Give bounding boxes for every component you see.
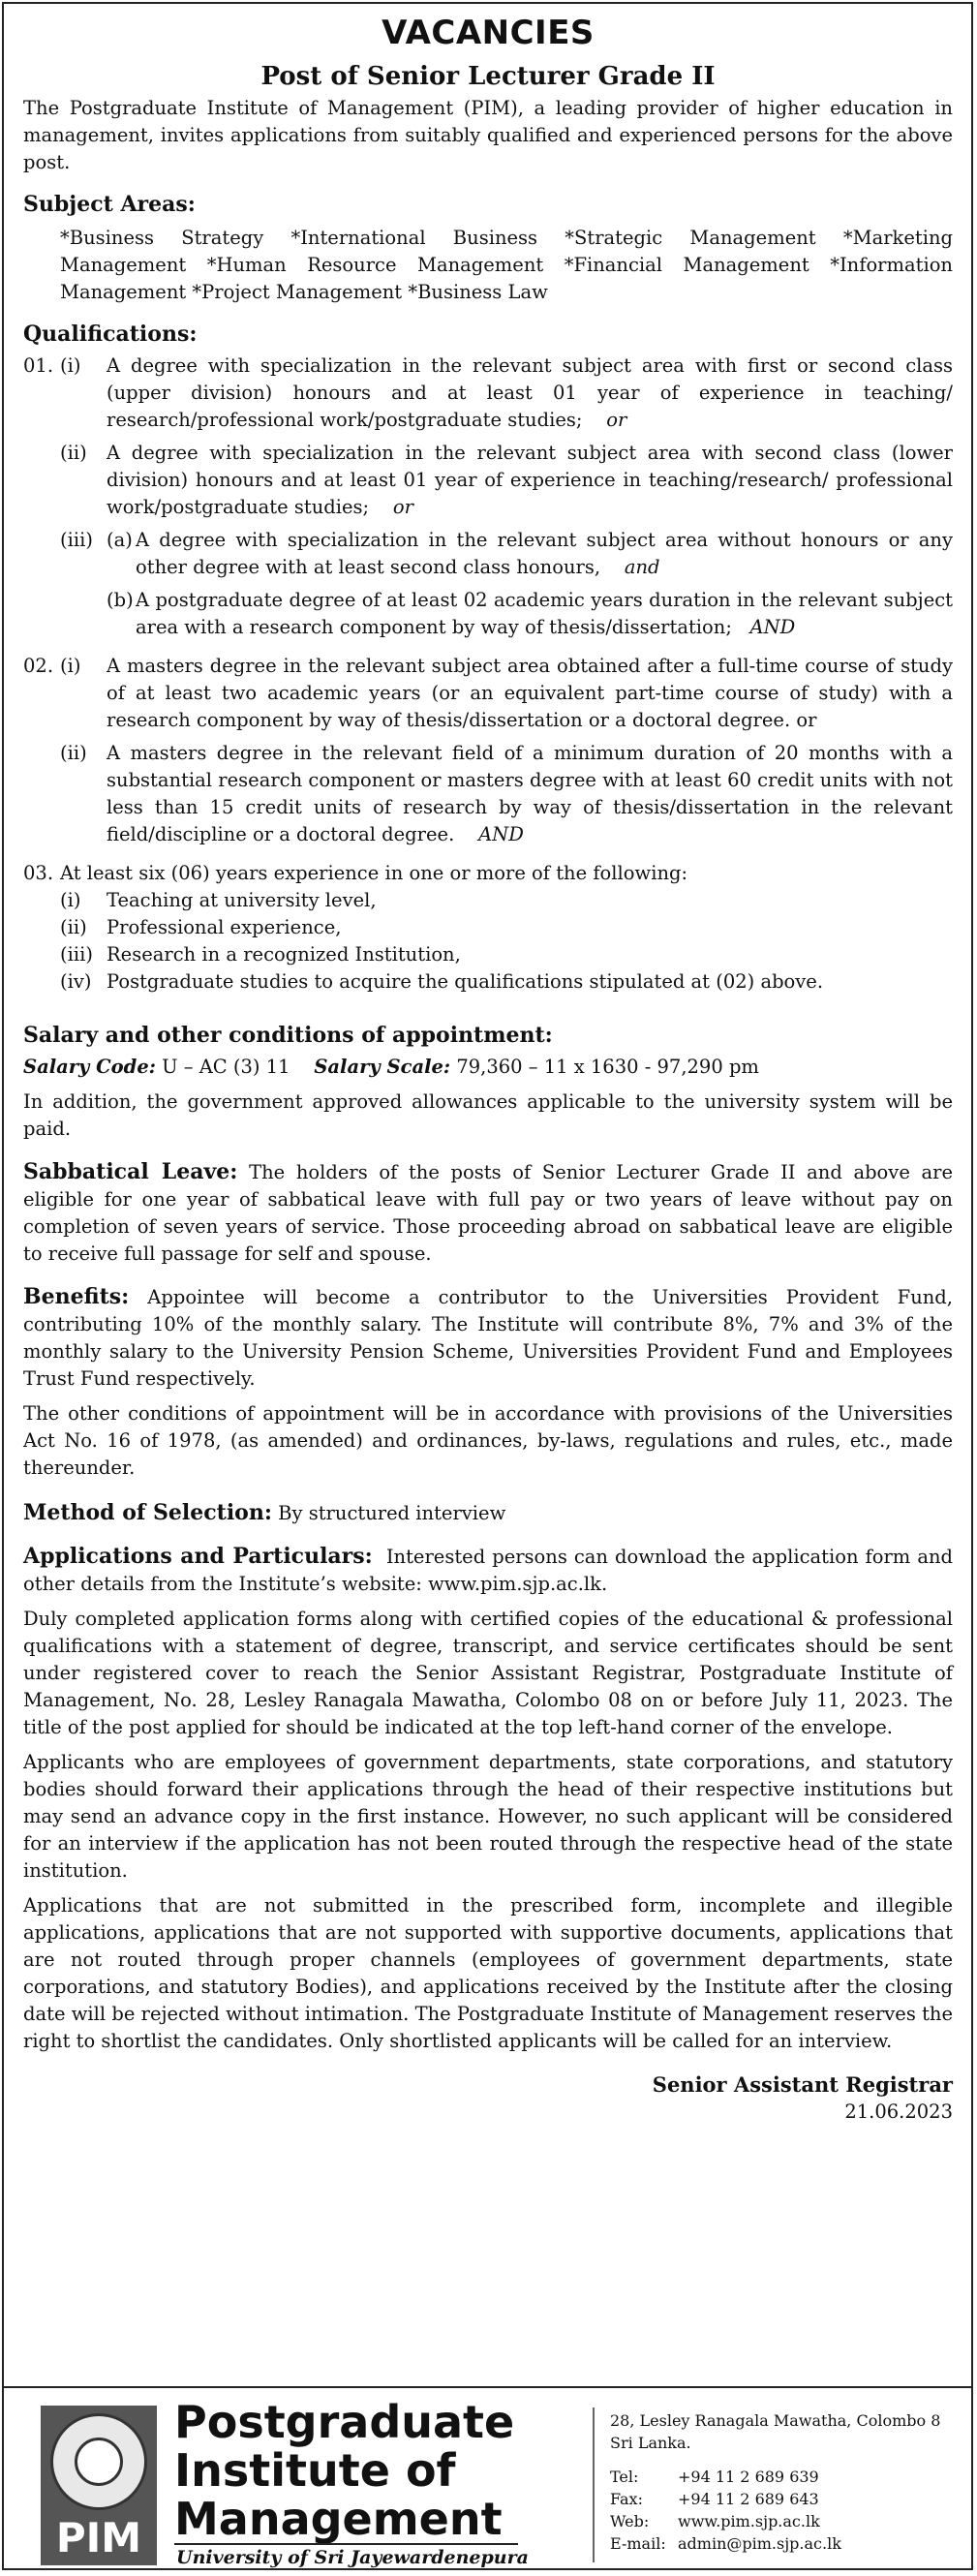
q1-iii-b-label: (b) — [107, 589, 134, 611]
email-link[interactable]: admin@pim.sjp.ac.lk — [678, 2534, 841, 2553]
sabbatical-lead: Sabbatical Leave: — [23, 1159, 238, 1184]
q1-iii-b-text: A postgraduate degree of at least 02 academic years duration in the relevant subject area with a research component by way of thesis/dissertation; — [136, 589, 953, 638]
q3-item-text: Teaching at university level, — [107, 889, 377, 911]
q3-item-text: Research in a recognized Institution, — [107, 943, 461, 966]
contact-row: Web: www.pim.sjp.ac.lk — [610, 2510, 841, 2532]
benefits-lead: Benefits: — [23, 1284, 130, 1309]
subject-areas-text: *Business Strategy *International Business *Strategic Management *Marketing Management *Human Resource Management *Financial Management *Information Management *Project Management *Business Law — [60, 227, 953, 303]
q1-iii-b-conj: AND — [749, 616, 796, 638]
qualification-03 — [23, 860, 953, 996]
applications-submission: Duly completed application forms along with certified copies of the educational & professional qualifications with a statement of degree, transcript, and service certificates should be sent under registered cover to reach the Senior Assistant Registrar, Postgraduate Institute of Management, No. 28, Lesley Ranagala Mawatha, Colombo 08 on or before July 11, 2023. The title of the post applied for should be indicated at the top left-hand corner of the envelope. — [23, 1608, 953, 1738]
q3-text: At least six (06) years experience in one or more of the following: — [60, 862, 688, 884]
q1-ii-text: A degree with specialization in the relevant subject area with second class (lower division) honours and at least 01 year of experience in teaching/research/ professional work/postgraduate studies; — [107, 442, 953, 518]
salary-heading: Salary and other conditions of appointment: — [23, 1023, 553, 1048]
q1-item-iii-a — [23, 527, 953, 581]
pim-logo — [41, 2406, 157, 2565]
qualification-01 — [23, 353, 953, 641]
q3-list-item — [23, 941, 953, 968]
benefits-text: Appointee will become a contributor to the Universities Provident Fund, contributing 10% of the monthly salary. The Institute will contribute 8%, 7% and 3% of the monthly salary to the University Pension Scheme, Universities Provident Fund and Employees Trust Fund respectively. — [23, 1286, 953, 1390]
contact-table — [610, 2466, 841, 2555]
emblem-icon — [50, 2413, 147, 2510]
salary-code-label: Salary Code: — [23, 1056, 156, 1078]
qualification-02 — [23, 653, 953, 848]
q1-i-label: (i) — [60, 354, 81, 377]
post-title: Post of Senior Lecturer Grade II — [260, 62, 716, 91]
q1-item-ii — [23, 440, 953, 521]
website-link[interactable]: www.pim.sjp.ac.lk — [678, 2512, 820, 2530]
qualifications-heading: Qualifications: — [23, 322, 198, 347]
q2-ii-conj: AND — [478, 823, 524, 845]
q1-i-text: A degree with specialization in the relevant subject area with first or second class (upper division) honours and at least 01 year of experience in teaching/ research/professional work/postgraduate studies; — [107, 354, 953, 431]
other-conditions: The other conditions of appointment will be in accordance with provisions of the Universities Act No. 16 of 1978, (as amended) and ordinances, by-laws, regulations and rules, etc., made thereunder. — [23, 1402, 953, 1479]
address-line: Sri Lanka. — [610, 2434, 691, 2452]
q3-list-item — [23, 968, 953, 996]
q1-i-conj: or — [606, 409, 627, 431]
salary-note: In addition, the government approved allowances applicable to the university system will be paid. — [23, 1090, 953, 1140]
sabbatical-paragraph — [23, 1158, 953, 1268]
q3-item-text: Postgraduate studies to acquire the qualifications stipulated at (02) above. — [107, 970, 824, 993]
q2-item-ii — [23, 740, 953, 848]
selection-text: By structured interview — [278, 1502, 506, 1524]
q3-item-text: Professional experience, — [107, 916, 342, 938]
contact-row: E-mail: admin@pim.sjp.ac.lk — [610, 2534, 841, 2553]
address-line: 28, Lesley Ranagala Mawatha, Colombo 8 — [610, 2411, 941, 2430]
q3-number: 03. — [23, 862, 54, 884]
q3-item-label: (iv) — [60, 970, 92, 993]
q1-iii-a-conj: and — [624, 556, 660, 578]
selection-paragraph — [23, 1499, 953, 1527]
applications-rejection: Applications that are not submitted in the prescribed form, incomplete and illegible applications, applications that are not supported with supportive documents, applications that are not routed through proper channels (employees of government departments, state corporations, and statutory Bodies), and applications received by the Institute after the closing date will be rejected without intimation. The Postgraduate Institute of Management reserves the right to shortlist the candidates. Only shortlisted applicants will be called for an interview. — [23, 1894, 953, 2052]
q3-list-item — [23, 887, 953, 914]
q2-number: 02. — [23, 655, 54, 677]
q2-ii-text: A masters degree in the relevant field of a minimum duration of 20 months with a substantial research component or masters degree with at least 60 credit units with not less than 15 credit units of research by way of thesis/dissertation in the relevant field/discipline or a doctoral degree. — [107, 742, 953, 845]
benefits-paragraph — [23, 1283, 953, 1393]
signatory-title: Senior Assistant Registrar — [652, 2072, 953, 2097]
logo-text: PIM — [55, 2514, 142, 2561]
q1-number: 01. — [23, 354, 54, 377]
intro-paragraph: The Postgraduate Institute of Management (PIM), a leading provider of higher education in management, invites applications from suitably qualified and experienced persons for the above post. — [23, 97, 953, 173]
sabbatical-text: The holders of the posts of Senior Lecturer Grade II and above are eligible for one year of sabbatical leave with full pay or two years of leave without pay on completion of seven years of service. Those proceeding abroad on sabbatical leave are eligible to receive full passage for self and spouse. — [23, 1161, 953, 1265]
applications-lead: Applications and Particulars: — [23, 1544, 373, 1569]
q1-item-iii-b — [23, 587, 953, 641]
selection-lead: Method of Selection: — [23, 1500, 272, 1525]
advertisement-body — [23, 8, 953, 2125]
page-title: VACANCIES — [382, 14, 595, 52]
q3-item-label: (i) — [60, 889, 81, 911]
q1-ii-label: (ii) — [60, 442, 87, 464]
q1-iii-label: (iii) — [60, 529, 93, 551]
institute-name: Postgraduate Institute of Management — [174, 2396, 515, 2545]
q2-i-text: A masters degree in the relevant subject area obtained after a full-time course of study of at least two academic years (or an equivalent part-time course of study) with a research component by way of thesis/dissertation or a doctoral degree. or — [107, 655, 953, 731]
salary-line — [23, 1054, 953, 1081]
contact-row: Fax: +94 11 2 689 643 — [610, 2490, 819, 2508]
q3-list-item — [23, 914, 953, 941]
q1-item-i — [23, 353, 953, 434]
q2-item-i — [23, 653, 953, 734]
q3-item-label: (iii) — [60, 943, 93, 966]
applications-government-employees: Applicants who are employees of government departments, state corporations, and statutory bodies should forward their applications through the head of their respective institutions but may send an advance copy in the first instance. However, no such applicant will be considered for an interview if the application has not been routed through the respective head of the state institution. — [23, 1751, 953, 1882]
divider — [174, 2543, 518, 2545]
applications-paragraph — [23, 1543, 953, 1598]
salary-scale-label: Salary Scale: — [314, 1056, 451, 1078]
contact-row: Tel: +94 11 2 689 639 — [610, 2468, 819, 2486]
subject-areas-heading: Subject Areas: — [23, 192, 196, 217]
signature-date: 21.06.2023 — [844, 2101, 953, 2123]
q3-item-label: (ii) — [60, 916, 87, 938]
q1-iii-a-text: A degree with specialization in the relevant subject area without honours or any other degree with at least second class honours, — [136, 529, 953, 578]
university-name: University of Sri Jayewardenepura — [176, 2547, 529, 2568]
salary-code: U – AC (3) 11 — [162, 1056, 290, 1078]
q1-ii-conj: or — [392, 496, 413, 518]
q1-iii-a-label: (a) — [107, 529, 133, 551]
salary-scale: 79,360 – 11 x 1630 - 97,290 pm — [456, 1056, 759, 1078]
q2-i-label: (i) — [60, 655, 81, 677]
divider — [593, 2407, 595, 2562]
q2-ii-label: (ii) — [60, 742, 87, 764]
contact-block — [610, 2409, 940, 2555]
footer — [2, 2386, 973, 2570]
applications-text: Interested persons can download the application form and other details from the Institute’s website: www.pim.sjp.ac.lk. — [23, 1546, 953, 1595]
